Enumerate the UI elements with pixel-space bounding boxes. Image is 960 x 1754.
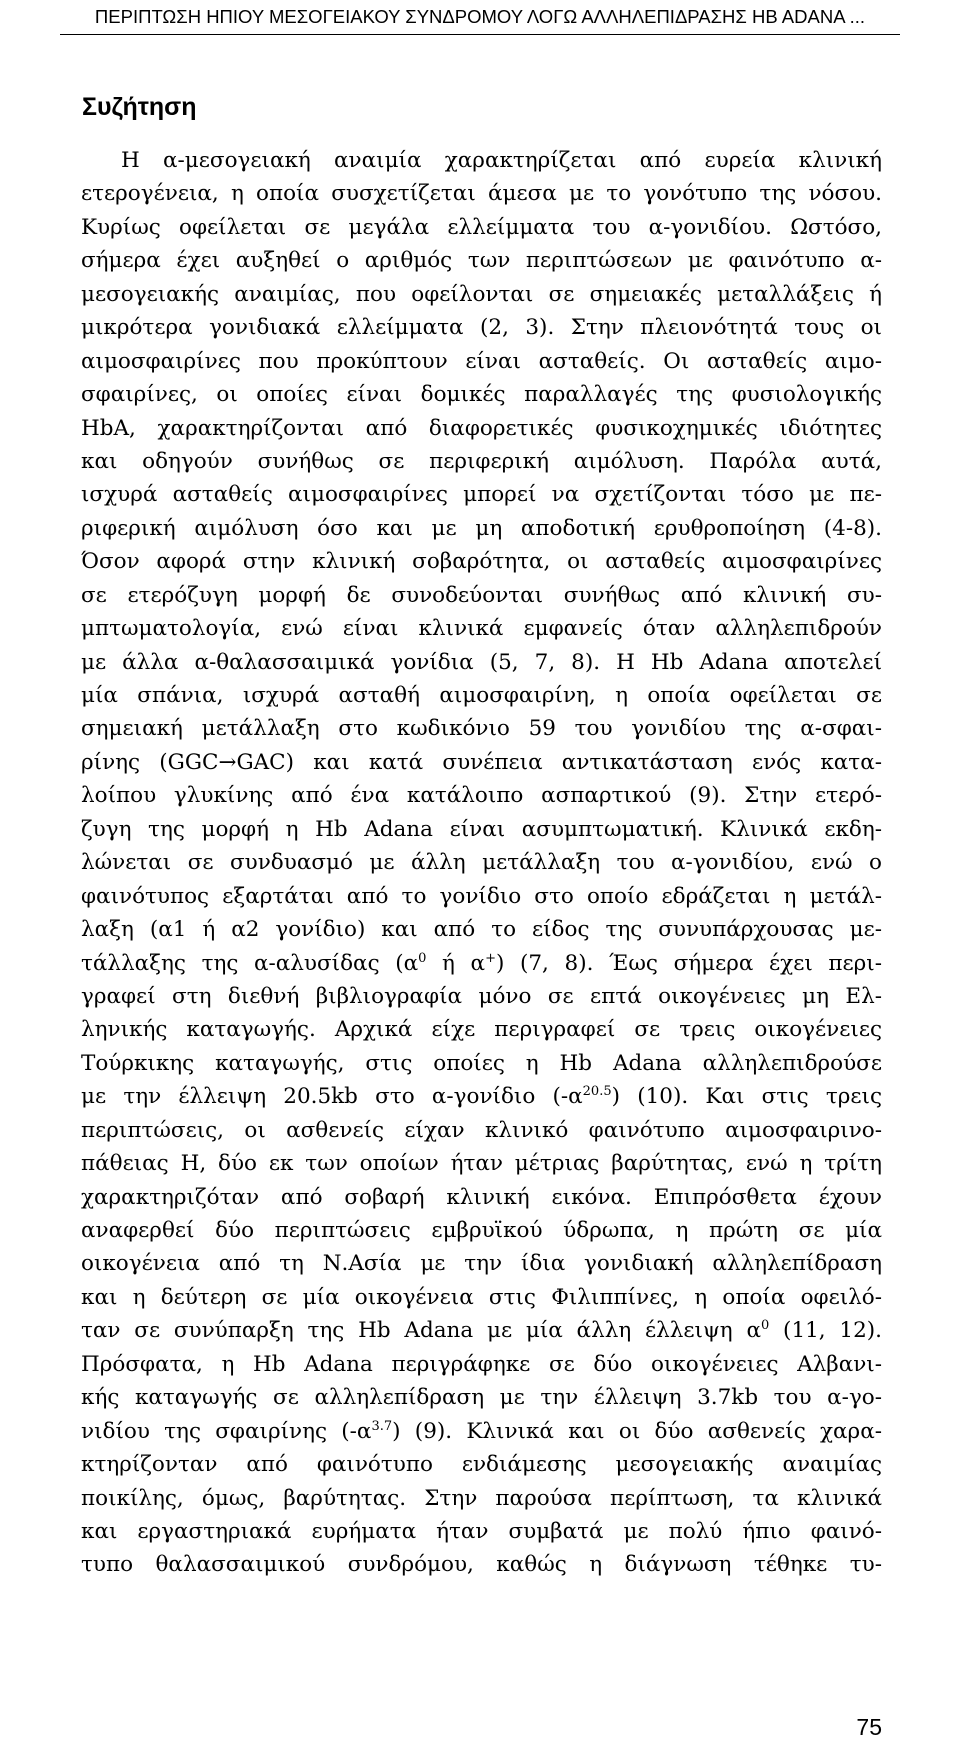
text-line: Όσον αφορά στην κλινική σοβαρότητα, οι ασταθείς αιμοσφαιρίνες	[81, 549, 882, 575]
text-span: νιδίου της σφαιρίνης (-α	[81, 1418, 372, 1444]
superscript: 3.7	[371, 1418, 393, 1434]
superscript: 0	[761, 1318, 770, 1334]
text-line	[81, 947, 882, 980]
text-line: μεσογειακής αναιμίας, που οφείλονται σε σημειακές μεταλλάξεις ή	[81, 281, 882, 307]
text-line: Τούρκικης καταγωγής, στις οποίες η Hb Adana αλληλεπιδρούσε	[81, 1050, 882, 1076]
text-span: με την έλλειψη 20.5kb στο α-γονίδιο (-α	[81, 1084, 583, 1110]
text-line: Κυρίως οφείλεται σε μεγάλα ελλείμματα του α-γονιδίου. Ωστόσο,	[81, 214, 882, 240]
text-span: ) (10). Και στις τρεις	[611, 1084, 882, 1110]
text-line: με άλλα α-θαλασσαιμικά γονίδια (5, 7, 8). Η Hb Adana αποτελεί	[81, 649, 882, 675]
text-line: και η δεύτερη σε μία οικογένεια στις Φιλιππίνες, η οποία οφειλό-	[81, 1284, 882, 1310]
text-line: σφαιρίνες, οι οποίες είναι δομικές παραλλαγές της φυσιολογικής	[81, 382, 882, 408]
running-header: ΠΕΡΙΠΤΩΣΗ ΗΠΙΟΥ ΜΕΣΟΓΕΙΑΚΟΥ ΣΥΝΔΡΟΜΟΥ ΛΟΓΩ ΑΛΛΗΛΕΠΙΔΡΑΣΗΣ HB ADANA ...	[60, 4, 900, 35]
text-line: ληνικής καταγωγής. Αρχικά είχε περιγραφεί σε τρεις οικογένειες	[81, 1017, 882, 1043]
section-title: Συζήτηση	[82, 93, 197, 121]
text-span: ) (7, 8). Έως σήμερα έχει περι-	[495, 950, 882, 976]
text-line: αναφερθεί δύο περιπτώσεις εμβρυϊκού ύδρωπα, η πρώτη σε μία	[81, 1218, 882, 1243]
text-line: ζυγη της μορφή η Hb Adana είναι ασυμπτωματική. Κλινικά εκδη-	[81, 816, 882, 842]
text-line: μπτωματολογία, ενώ είναι κλινικά εμφανείς όταν αλληλεπιδρούν	[81, 616, 882, 642]
text-line: ισχυρά ασταθείς αιμοσφαιρίνες μπορεί να σχετίζονται τόσο με πε-	[81, 482, 882, 508]
text-line: λαξη (α1 ή α2 γονίδιο) και από το είδος της συνυπάρχουσας με-	[81, 917, 882, 943]
text-line: και οδηγούν συνήθως σε περιφερική αιμόλυση. Παρόλα αυτά,	[81, 448, 882, 474]
superscript: +	[485, 950, 496, 966]
text-line: οικογένεια από τη Ν.Ασία με την ίδια γονιδιακή αλληλεπίδραση	[81, 1251, 882, 1277]
text-line: πάθειας Η, δύο εκ των οποίων ήταν μέτριας βαρύτητας, ενώ η τρίτη	[81, 1151, 882, 1177]
text-line	[81, 1415, 882, 1448]
text-line: ποικίλης, όμως, βαρύτητας. Στην παρούσα περίπτωση, τα κλινικά	[81, 1485, 882, 1511]
text-span: (11, 12).	[769, 1318, 882, 1344]
text-line: χαρακτηριζόταν από σοβαρή κλινική εικόνα. Επιπρόσθετα έχουν	[81, 1184, 882, 1210]
text-span: ή α	[426, 950, 486, 976]
page-number: 75	[856, 1714, 882, 1740]
text-line: μία σπάνια, ισχυρά ασταθή αιμοσφαιρίνη, η οποία οφείλεται σε	[81, 683, 882, 708]
text-line: λώνεται σε συνδυασμό με άλλη μετάλλαξη του α-γονιδίου, ενώ ο	[81, 850, 882, 876]
text-line: και εργαστηριακά ευρήματα ήταν συμβατά με πολύ ήπιο φαινό-	[81, 1518, 882, 1544]
text-line: περιπτώσεις, οι ασθενείς είχαν κλινικό φαινότυπο αιμοσφαιρινο-	[81, 1117, 882, 1143]
text-line: κής καταγωγής σε αλληλεπίδραση με την έλλειψη 3.7kb του α-γο-	[81, 1385, 882, 1411]
text-line: τυπο θαλασσαιμικού συνδρόμου, καθώς η διάγνωση τέθηκε τυ-	[81, 1552, 882, 1578]
text-line: ριφερική αιμόλυση όσο και με μη αποδοτική ερυθροποίηση (4-8).	[81, 515, 882, 541]
text-line: κτηρίζονταν από φαινότυπο ενδιάμεσης μεσογειακής αναιμίας	[81, 1452, 882, 1478]
superscript: 20.5	[582, 1084, 612, 1100]
text-line: Η α-μεσογειακή αναιμία χαρακτηρίζεται από ευρεία κλινική	[121, 148, 882, 173]
text-line: αιμοσφαιρίνες που προκύπτουν είναι ασταθείς. Οι ασταθείς αιμο-	[81, 348, 882, 374]
superscript: 0	[418, 950, 427, 966]
text-span: τάλλαξης της α-αλυσίδας (α	[81, 950, 419, 976]
text-line: HbA, χαρακτηρίζονται από διαφορετικές φυσικοχημικές ιδιότητες	[81, 415, 882, 441]
text-line	[81, 1080, 882, 1113]
text-line: μικρότερα γονιδιακά ελλείμματα (2, 3). Στην πλειονότητά τους οι	[81, 315, 882, 341]
text-line: σήμερα έχει αυξηθεί ο αριθμός των περιπτώσεων με φαινότυπο α-	[81, 248, 882, 274]
text-line: ετερογένεια, η οποία συσχετίζεται άμεσα με το γονότυπο της νόσου.	[81, 181, 882, 207]
text-line	[81, 1314, 882, 1347]
text-line: φαινότυπος εξαρτάται από το γονίδιο στο οποίο εδράζεται η μετάλ-	[81, 883, 882, 909]
text-line: Πρόσφατα, η Hb Adana περιγράφηκε σε δύο οικογένειες Αλβανι-	[81, 1351, 882, 1377]
text-line: σημειακή μετάλλαξη στο κωδικόνιο 59 του γονιδίου της α-σφαι-	[81, 716, 882, 742]
text-span: ) (9). Κλινικά και οι δύο ασθενείς χαρα-	[392, 1418, 882, 1444]
text-line: σε ετερόζυγη μορφή δε συνοδεύονται συνήθως από κλινική συ-	[81, 582, 882, 608]
text-line: ρίνης (GGC→GAC) και κατά συνέπεια αντικατάσταση ενός κατα-	[81, 749, 882, 775]
text-span: ταν σε συνύπαρξη της Hb Adana με μία άλλη έλλειψη α	[81, 1318, 761, 1344]
body-paragraph	[81, 144, 882, 1582]
text-line: γραφεί στη διεθνή βιβλιογραφία μόνο σε επτά οικογένειες μη Ελ-	[81, 983, 882, 1009]
text-line: λοίπου γλυκίνης από ένα κατάλοιπο ασπαρτικού (9). Στην ετερό-	[81, 783, 882, 809]
